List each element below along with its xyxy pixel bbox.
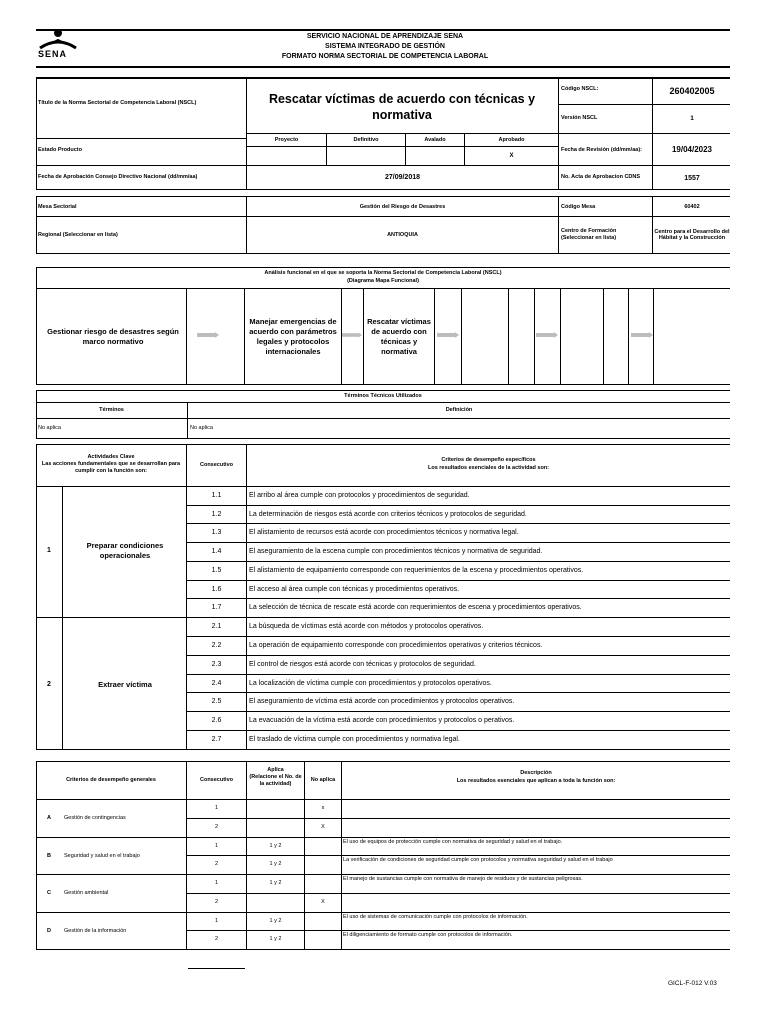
map-arrow-5 [631,332,653,338]
general-aplica: 1 y 2 [269,936,282,943]
actividades-header-col2: Consecutivo [199,461,233,468]
general-name: Gestión de contingencias [64,814,126,821]
titulo-value: Rescatar víctimas de acuerdo con técnicas y normativa [268,92,536,122]
titulo-label: Título de la Norma Sectorial de Competencia Laboral (NSCL) [38,99,197,106]
terminos-title: Términos Técnicos Utilizados [344,393,422,399]
actividades-header-col3-title: Criterios de desempeño específicos [441,457,536,463]
activity-consecutivo: 1.2 [211,511,222,518]
mesa-label: Mesa Sectorial [38,203,77,210]
activity-consecutivo: 1.6 [211,586,222,593]
actividades-header-col3-sub: Los resultados esenciales de la actividad son: [427,464,550,471]
fecha-aprob-label: Fecha de Aprobación Consejo Directivo Nacional (dd/mm/aa) [38,173,198,180]
activity-consecutivo: 2.1 [211,623,222,630]
general-aplica [247,818,304,837]
funcional-title: Análisis funcional en el que se soporta la Norma Sectorial de Competencia Laboral (NSCL) [264,270,502,276]
acta-label: No. Acta de Aprobacion CDNS [561,173,641,180]
generales-h1: Criterios de desempeño generales [66,776,156,783]
general-aplica [247,799,304,818]
activity-consecutivo: 2.6 [211,717,222,724]
actividad-1-num: 1 [47,546,51,554]
general-name: Seguridad y salud en el trabajo [64,852,140,859]
general-no-aplica: x [321,805,325,812]
fecha-rev-value: 19/04/2023 [671,144,713,154]
general-aplica: 1 y 2 [269,843,282,850]
estado-mark: X [509,153,514,159]
mesa-value: Gestión del Riesgo de Desastres [359,203,446,210]
general-letter: C [47,889,51,896]
generales-h5-title: Descripción [520,770,552,776]
acta-value: 1557 [684,174,700,182]
actividades-header-col1-sub: Las acciones fundamentales que se desarrollan para cumplir con la función son: [41,460,181,474]
activity-criterio: El arribo al área cumple con protocolos y procedimientos de seguridad. [249,492,470,499]
activity-criterio: El aseguramiento de la escena cumple con procedimientos técnicos y normativa de seguridad. [249,548,543,555]
actividad-2-num: 2 [47,680,51,688]
general-descripcion [343,895,729,912]
general-letter: B [47,852,51,859]
codigo-mesa-value: 60402 [684,203,700,210]
definicion-value: No aplica [190,424,213,431]
general-no-aplica: X [321,824,325,831]
header-line3: FORMATO NORMA SECTORIAL DE COMPETENCIA LABORAL [281,53,489,60]
general-descripcion: El manejo de sustancias cumple con normativa de manejo de residuos y de sustancias peligrosas. [343,876,583,882]
header-line1: SERVICIO NACIONAL DE APRENDIZAJE SENA [306,33,464,40]
activity-consecutivo: 1.4 [211,548,222,555]
regional-value: ANTIOQUIA [387,231,418,238]
header-top-rule [36,29,730,31]
general-descripcion: El diligenciamiento de formato cumple con protocolos de información. [343,932,513,938]
estado-col-definitivo: Definitivo [353,136,379,143]
general-consecutivo: 1 [214,843,219,850]
footer-code: GICL-F-012 V.03 [668,980,717,987]
estado-col-aprobado: Aprobado [498,136,525,143]
activity-criterio: El alistamiento de recursos está acorde con procedimientos técnicos y normativa legal. [249,529,519,536]
general-letter: D [47,927,51,934]
activity-consecutivo: 1.5 [211,567,222,574]
actividad-2-name: Extraer víctima [98,679,152,689]
fecha-rev-label: Fecha de Revisión (dd/mm/aa): [561,146,642,153]
general-consecutivo: 1 [214,918,219,925]
general-consecutivo: 1 [214,880,219,887]
general-descripcion: La verificación de condiciones de seguridad cumple con protocolos y normativa seguridad y salud en el trabajo [343,857,613,863]
activity-criterio: La localización de víctima cumple con procedimientos y protocolos operativos. [249,680,492,687]
codigo-value: 260402005 [669,86,715,96]
general-no-aplica: X [321,899,325,906]
centro-label: Centro de Formación (Seleccionar en lista) [561,228,617,241]
activity-criterio: La selección de técnica de rescate está acorde con requerimientos de escena y procedimientos operativos. [249,604,582,611]
map-arrow-4 [536,332,558,338]
map-arrow-3 [437,332,459,338]
terminos-col2: Definición [445,406,473,413]
activity-consecutivo: 2.3 [211,661,222,668]
funcional-subtitle: (Diagrama Mapa Funcional) [347,278,419,284]
generales-h2: Consecutivo [199,776,233,783]
map-arrow-2 [342,332,362,338]
general-aplica: 1 y 2 [269,918,282,925]
general-descripcion: El uso de sistemas de comunicación cumple con protocolos de información. [343,914,528,920]
activity-criterio: La operación de equipamiento corresponde con procedimientos operativos y criterios técnicos. [249,642,543,649]
activity-criterio: La búsqueda de víctimas está acorde con métodos y protocolos operativos. [249,623,484,630]
actividades-header-col1 [38,454,184,475]
general-no-aplica [305,855,341,874]
general-descripcion: El uso de equipos de protección cumple con normativa de seguridad y salud en el trabajo. [343,839,563,845]
general-consecutivo: 2 [214,899,219,906]
general-descripcion [343,801,729,818]
activity-consecutivo: 2.4 [211,680,222,687]
general-consecutivo: 2 [214,936,219,943]
generales-h3 [247,767,304,788]
header-bottom-rule [36,66,730,68]
terminos-col1: Términos [99,406,124,413]
general-aplica [247,893,304,912]
centro-value: Centro para el Desarrollo del Hábitat y la Construcción [654,229,730,241]
header-title [200,32,570,62]
logo-text: SENA [38,49,68,59]
general-no-aplica [305,930,341,949]
general-aplica: 1 y 2 [269,861,282,868]
activity-criterio: El acceso al área cumple con técnicas y procedimientos operativos. [249,586,460,593]
general-no-aplica [305,912,341,931]
generales-h4: No aplica [310,776,336,783]
general-name: Gestión ambiental [64,889,109,896]
general-no-aplica [305,837,341,856]
general-name: Gestión de la información [64,927,127,934]
actividades-header-col1-title: Actividades Clave [87,454,135,460]
activity-consecutivo: 1.3 [211,529,222,536]
activity-consecutivo: 1.7 [211,604,222,611]
activity-criterio: El traslado de víctima cumple con procedimientos y normativa legal. [249,736,460,743]
codigo-label: Código NSCL: [561,85,599,92]
activity-consecutivo: 2.7 [211,736,222,743]
header-line2: SISTEMA INTEGRADO DE GESTIÓN [325,43,445,50]
codigo-mesa-label: Código Mesa [561,203,596,210]
activity-criterio: El aseguramiento de víctima está acorde con procedimientos y protocolos operativos. [249,698,515,705]
sena-logo [36,28,80,58]
version-label: Versión NSCL [561,114,598,121]
map-box-1: Gestionar riesgo de desastres según marco normativo [47,327,179,346]
footer-rule [188,968,245,969]
generales-h3-sub: (Relacione el No. de la actividad) [249,774,302,788]
general-letter: A [47,814,51,821]
general-aplica: 1 y 2 [269,880,282,887]
activity-criterio: El alistamiento de equipamiento corresponde con requerimientos de la escena y procedimientos operativos. [249,567,584,574]
estado-col-avalado: Avalado [424,136,446,143]
actividades-header-col3 [247,457,730,472]
actividad-1-name: Preparar condiciones operacionales [86,541,164,560]
map-box-3: Rescatar víctimas de acuerdo con técnicas y normativa [367,317,431,356]
map-arrow-1 [197,332,219,338]
activity-consecutivo: 2.5 [211,698,222,705]
activity-consecutivo: 2.2 [211,642,222,649]
activity-criterio: La evacuación de la víctima está acorde con procedimientos y protocolos o perativos. [249,717,515,724]
activity-criterio: El control de riesgos está acorde con técnicas y protocolos de seguridad. [249,661,476,668]
activity-criterio: La determinación de riesgos está acorde con criterios técnicos y protocolos de seguridad. [249,511,527,518]
termino-value: No aplica [38,424,61,431]
generales-h5-sub: Los resultados esenciales que aplican a toda la función son: [456,777,616,784]
general-no-aplica [305,874,341,893]
estado-label: Estado Producto [38,146,83,153]
general-consecutivo: 2 [214,861,219,868]
general-descripcion [343,820,729,837]
regional-label: Regional (Seleccionar en lista) [38,231,118,238]
general-consecutivo: 2 [214,824,219,831]
generales-h3-title: Aplica [267,767,284,773]
map-box-2: Manejar emergencias de acuerdo con parámetros legales y protocolos internacionales [249,317,337,356]
general-consecutivo: 1 [214,805,219,812]
version-value: 1 [690,114,694,122]
fecha-aprob-value: 27/09/2018 [384,173,421,181]
activity-consecutivo: 1.1 [211,492,222,499]
generales-h5 [342,770,730,785]
estado-col-proyecto: Proyecto [274,136,299,143]
